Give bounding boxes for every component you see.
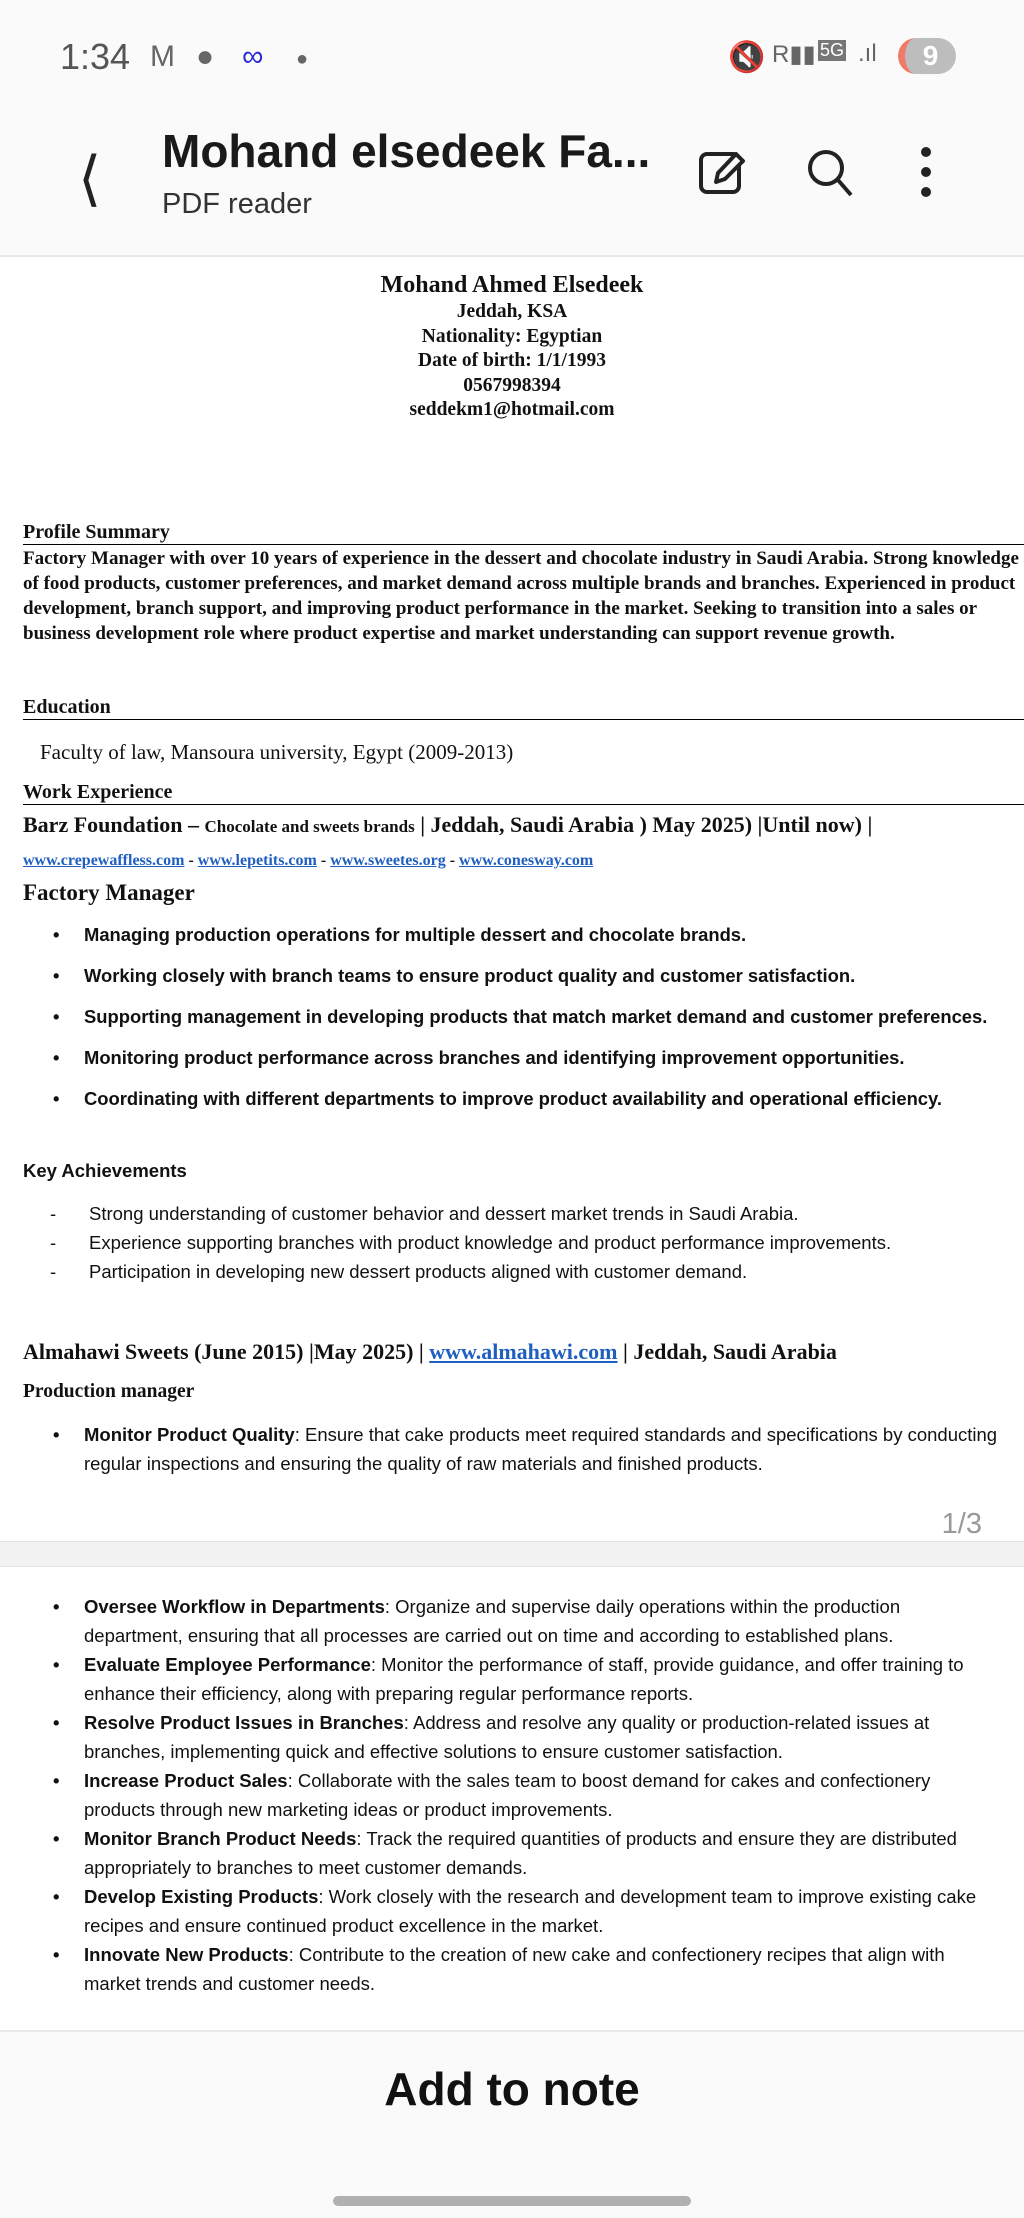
job1-link[interactable]: www.lepetits.com [197,852,317,869]
list-item [53,1420,1003,1478]
cv-location: Jeddah, KSA [456,301,568,322]
achievements-list [50,1199,891,1286]
job1-location-dates: | Jeddah, Saudi Arabia ) May 2025) |Until now) | [420,812,873,837]
job1-link[interactable]: www.sweetes.org [330,852,446,869]
job1-link[interactable]: www.crepewaffless.com [23,852,185,869]
list-item: • Monitoring product performance across branches and identifying improvement opportunities. [53,1043,1003,1072]
cv-email: seddekm1@hotmail.com [409,399,615,420]
page-separator [0,1541,1024,1567]
bullet-title: Monitor Product Quality [84,1424,295,1445]
profile-text: Factory Manager with over 10 years of experience in the dessert and chocolate industry in Saudi Arabia. Strong knowledge of food products, customer preferences, and market demand across multiple brands and branches. Experienced in product development, branch support, and improving product performance in the market. Seeking to transition into a sales or business development role where product expertise and market understanding can support revenue growth. [23,548,1019,644]
cv-phone: 0567998394 [463,374,561,396]
job2-role: Production manager [23,1381,195,1402]
job2-location: | Jeddah, Saudi Arabia [623,1339,837,1364]
signal-r-icon: R▮▮ [772,41,816,68]
list-item [53,1824,1003,1882]
job1-bullets [53,920,1003,1125]
cv-nationality: Nationality: Egyptian [421,325,603,347]
bullet-text: : Collaborate with the sales team to boost demand for cakes and confectionery products through new marketing ideas or product improvements. [84,1770,931,1820]
threads-icon: ∞ [242,40,264,73]
job1-header: Barz Foundation – Chocolate and sweets brands | Jeddah, Saudi Arabia ) May 2025) |Until now) | www.crepewaffless.com - www.lepetits.com - www.sweetes.org - www.conesway.com [23,812,873,869]
bullet-text: : Organize and supervise daily operations within the production department, ensuring that all processes are carried out on time and according to established plans. [84,1596,901,1646]
status-time: 1:34 [60,36,131,77]
bullet-title: Resolve Product Issues in Branches [84,1712,404,1733]
list-item: • Working closely with branch teams to ensure product quality and customer satisfaction. [53,961,1003,990]
edit-button[interactable] [692,142,752,202]
bullet-title: Oversee Workflow in Departments [84,1596,385,1617]
list-item: • Supporting management in developing products that match market demand and customer preferences. [53,1002,1003,1031]
cv-name: Mohand Ahmed Elsedeek [380,272,644,298]
bullet-title: Develop Existing Products [84,1886,319,1907]
edit-icon [696,146,748,198]
list-item: • Managing production operations for multiple dessert and chocolate brands. [53,920,1003,949]
bullet-text: : Ensure that cake products meet required standards and specifications by conducting regular inspections and ensuring the quality of raw materials and finished products. [84,1424,998,1474]
job2-bullets-page1 [53,1420,1003,1478]
list-item [53,1650,1003,1708]
job1-role: Factory Manager [23,880,195,905]
document-title: Mohand elsedeek Fa... [162,125,651,177]
bullet-title: Evaluate Employee Performance [84,1654,371,1675]
app-bar [0,110,1024,257]
bullet-text: : Address and resolve any quality or production-related issues at branches, implementing quick and effective solutions to ensure customer satisfaction. [84,1712,930,1762]
5g-icon: 5G [820,40,845,60]
more-icon [916,144,936,200]
education-heading: Education [23,695,1024,720]
status-bar [0,0,1024,110]
more-options-button[interactable] [896,142,956,202]
bottom-bar [0,2030,1024,2218]
list-item [53,1940,1003,1998]
bullet-text: : Monitor the performance of staff, provide guidance, and offer training to enhance their efficiency, along with preparing regular performance reports. [84,1654,964,1704]
back-icon[interactable]: ⟨ [78,145,102,212]
app-subtitle: PDF reader [162,188,312,220]
bullet-text: : Track the required quantities of products and ensure they are distributed appropriately to branches to meet customer demands. [84,1828,957,1878]
dot-icon: ● [296,48,309,70]
list-item: - Experience supporting branches with product knowledge and product performance improvements. [50,1228,891,1257]
add-to-note-button[interactable]: Add to note [384,2063,640,2115]
job1-company: Barz Foundation – [23,812,200,837]
list-item: - Participation in developing new dessert products aligned with customer demand. [50,1257,891,1286]
search-button[interactable] [800,142,860,202]
job2-link[interactable]: www.almahawi.com [429,1339,618,1364]
chat-icon: ● [196,40,215,73]
list-item [53,1766,1003,1824]
list-item [53,1882,1003,1940]
job1-company-desc: Chocolate and sweets brands [204,817,415,836]
list-item [53,1708,1003,1766]
bullet-text: : Work closely with the research and development team to improve existing cake recipes and ensure continued product excellence in the market. [84,1886,977,1936]
cv-dob: Date of birth: 1/1/1993 [418,350,606,371]
navigation-handle[interactable] [333,2196,691,2206]
bullet-title: Increase Product Sales [84,1770,288,1791]
page-indicator: 1/3 [941,1508,982,1540]
achievements-heading: Key Achievements [23,1160,187,1181]
list-item: - Strong understanding of customer behavior and dessert market trends in Saudi Arabia. [50,1199,891,1228]
job1-link[interactable]: www.conesway.com [459,852,594,869]
gmail-icon: M [150,40,175,73]
signal-icon: .ıl [858,40,877,67]
battery-indicator: 9 [898,38,956,74]
work-heading: Work Experience [23,780,1024,805]
job2-company: Almahawi Sweets (June 2015) |May 2025) | [23,1339,424,1364]
profile-heading: Profile Summary [23,520,1024,545]
cv-header [0,270,1024,423]
bullet-title: Innovate New Products [84,1944,289,1965]
bullet-text: : Contribute to the creation of new cake and confectionery recipes that align with market trends and customer needs. [84,1944,945,1994]
list-item: • Coordinating with different departments to improve product availability and operational efficiency. [53,1084,1003,1113]
education-text: Faculty of law, Mansoura university, Egypt (2009-2013) [40,740,514,764]
list-item [53,1592,1003,1650]
job2-bullets-page2 [53,1592,1003,1998]
mute-icon: 🔇 [728,41,766,74]
bullet-title: Monitor Branch Product Needs [84,1828,357,1849]
search-icon [804,146,856,198]
job2-header [23,1339,837,1365]
